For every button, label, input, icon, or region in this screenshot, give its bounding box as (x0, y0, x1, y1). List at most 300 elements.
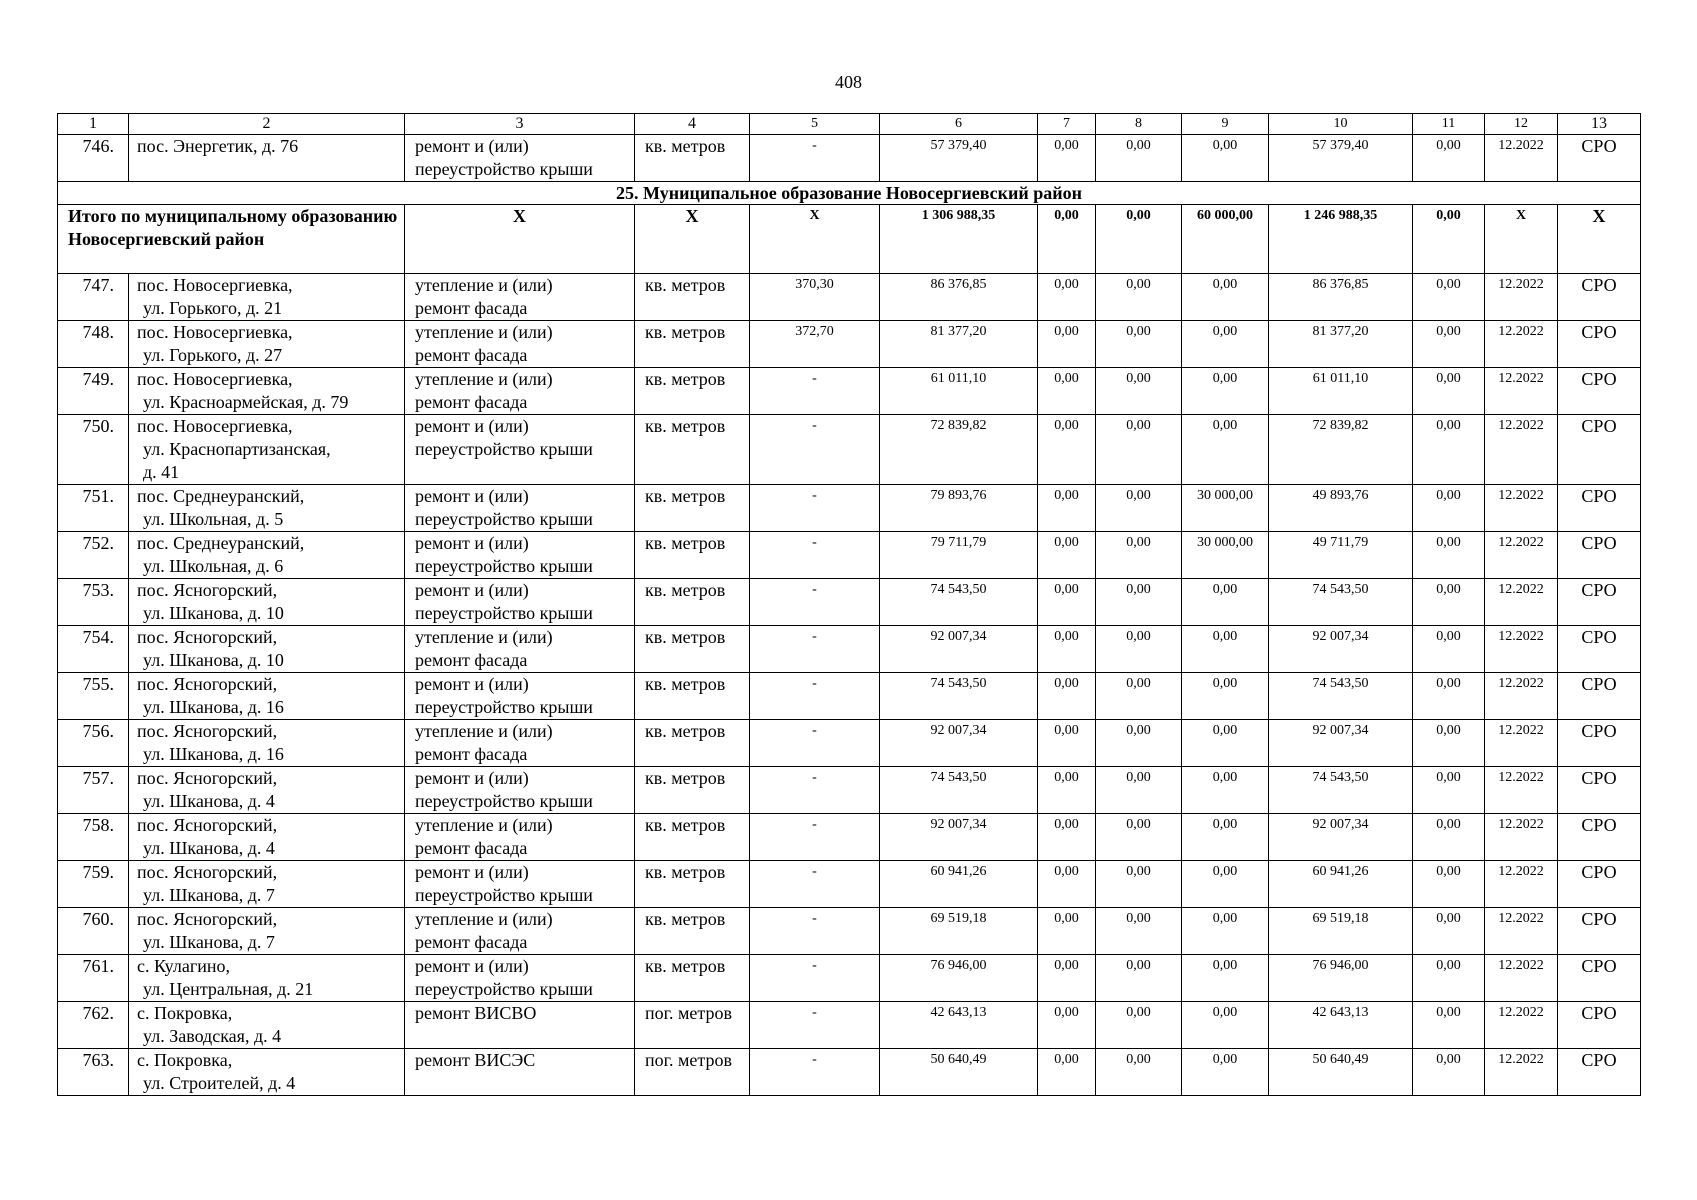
total-cell: X (750, 205, 880, 274)
work-line: утепление и (или) (415, 369, 553, 389)
value-cell: 0,00 (1038, 861, 1096, 908)
method-cell: СРО (1558, 368, 1641, 415)
table-row (58, 673, 1641, 720)
total-cost-cell: 60 941,26 (880, 861, 1038, 908)
area-cell: - (750, 861, 880, 908)
value-cell: 92 007,34 (1269, 814, 1413, 861)
row-number: 752. (58, 532, 129, 579)
table-row (58, 955, 1641, 1002)
value-cell: 0,00 (1096, 485, 1182, 532)
work-type-cell (405, 908, 635, 955)
date-cell: 12.2022 (1485, 1002, 1558, 1049)
row-number: 751. (58, 485, 129, 532)
work-type-cell (405, 1002, 635, 1049)
row-number: 757. (58, 767, 129, 814)
value-cell: 72 839,82 (1269, 415, 1413, 485)
table-row (58, 767, 1641, 814)
method-cell: СРО (1558, 274, 1641, 321)
capital-repair-table (57, 113, 1641, 1096)
work-type-cell (405, 274, 635, 321)
area-cell: - (750, 415, 880, 485)
method-cell: СРО (1558, 321, 1641, 368)
value-cell: 0,00 (1413, 1002, 1485, 1049)
total-cost-cell: 92 007,34 (880, 626, 1038, 673)
address-line: ул. Шканова, д. 16 (143, 697, 284, 717)
value-cell: 92 007,34 (1269, 720, 1413, 767)
address-cell (129, 1049, 405, 1096)
address-line: ул. Шканова, д. 10 (143, 603, 284, 623)
address-line: ул. Горького, д. 27 (143, 345, 283, 365)
table-row (58, 532, 1641, 579)
date-cell: 12.2022 (1485, 955, 1558, 1002)
work-line: ремонт фасада (415, 392, 528, 412)
value-cell: 0,00 (1413, 135, 1485, 182)
row-number: 762. (58, 1002, 129, 1049)
value-cell: 0,00 (1413, 673, 1485, 720)
total-cost-cell: 61 011,10 (880, 368, 1038, 415)
method-cell: СРО (1558, 814, 1641, 861)
work-line: ремонт и (или) (415, 768, 529, 788)
address-cell (129, 532, 405, 579)
work-type-cell (405, 321, 635, 368)
value-cell: 50 640,49 (1269, 1049, 1413, 1096)
value-cell: 0,00 (1038, 485, 1096, 532)
address-line: ул. Шканова, д. 16 (143, 744, 284, 764)
row-number: 760. (58, 908, 129, 955)
work-line: утепление и (или) (415, 909, 553, 929)
unit-cell: кв. метров (635, 415, 750, 485)
table-body (58, 114, 1641, 1096)
table-row (58, 720, 1641, 767)
value-cell: 0,00 (1413, 861, 1485, 908)
address-line: ул. Шканова, д. 7 (143, 885, 275, 905)
section-row (58, 182, 1641, 205)
value-cell: 0,00 (1413, 908, 1485, 955)
address-line: ул. Шканова, д. 10 (143, 650, 284, 670)
row-number: 758. (58, 814, 129, 861)
table-row (58, 908, 1641, 955)
work-type-cell (405, 579, 635, 626)
date-cell: 12.2022 (1485, 673, 1558, 720)
value-cell: 0,00 (1096, 955, 1182, 1002)
total-cost-cell: 74 543,50 (880, 579, 1038, 626)
work-type-cell (405, 861, 635, 908)
total-label: Итого по муниципальному образованию Новосергиевский район (58, 205, 405, 274)
header-cell: 11 (1413, 114, 1485, 135)
value-cell: 0,00 (1413, 274, 1485, 321)
address-cell (129, 579, 405, 626)
total-cost-cell: 76 946,00 (880, 955, 1038, 1002)
address-line: пос. Ясногорский, (137, 815, 278, 835)
value-cell: 0,00 (1182, 861, 1269, 908)
work-line: утепление и (или) (415, 627, 553, 647)
unit-cell: кв. метров (635, 814, 750, 861)
address-line: пос. Ясногорский, (137, 862, 278, 882)
value-cell: 0,00 (1413, 1049, 1485, 1096)
header-cell: 2 (129, 114, 405, 135)
row-number: 754. (58, 626, 129, 673)
total-cell: X (405, 205, 635, 274)
value-cell: 0,00 (1096, 626, 1182, 673)
unit-cell: кв. метров (635, 135, 750, 182)
value-cell: 30 000,00 (1182, 485, 1269, 532)
value-cell: 0,00 (1038, 673, 1096, 720)
area-cell: - (750, 368, 880, 415)
value-cell: 0,00 (1096, 1049, 1182, 1096)
address-line: пос. Среднеуранский, (137, 486, 305, 506)
date-cell: 12.2022 (1485, 579, 1558, 626)
area-cell: - (750, 135, 880, 182)
work-line: утепление и (или) (415, 322, 553, 342)
value-cell: 0,00 (1182, 720, 1269, 767)
unit-cell: пог. метров (635, 1002, 750, 1049)
unit-cell: кв. метров (635, 720, 750, 767)
method-cell: СРО (1558, 626, 1641, 673)
value-cell: 0,00 (1096, 767, 1182, 814)
area-cell: - (750, 720, 880, 767)
value-cell: 74 543,50 (1269, 767, 1413, 814)
address-cell (129, 415, 405, 485)
address-line: ул. Шканова, д. 7 (143, 932, 275, 952)
total-cost-cell: 69 519,18 (880, 908, 1038, 955)
value-cell: 0,00 (1038, 415, 1096, 485)
address-cell (129, 274, 405, 321)
value-cell: 81 377,20 (1269, 321, 1413, 368)
area-cell: - (750, 767, 880, 814)
value-cell: 30 000,00 (1182, 532, 1269, 579)
work-line: переустройство крыши (415, 697, 593, 717)
method-cell: СРО (1558, 908, 1641, 955)
work-line: переустройство крыши (415, 509, 593, 529)
work-line: ремонт и (или) (415, 674, 529, 694)
total-cell: 1 246 988,35 (1269, 205, 1413, 274)
area-cell: - (750, 579, 880, 626)
header-cell: 7 (1038, 114, 1096, 135)
method-cell: СРО (1558, 955, 1641, 1002)
unit-cell: кв. метров (635, 955, 750, 1002)
header-cell: 10 (1269, 114, 1413, 135)
date-cell: 12.2022 (1485, 415, 1558, 485)
method-cell: СРО (1558, 135, 1641, 182)
total-cost-cell: 74 543,50 (880, 673, 1038, 720)
method-cell: СРО (1558, 415, 1641, 485)
work-line: ремонт и (или) (415, 136, 529, 156)
total-cell: 1 306 988,35 (880, 205, 1038, 274)
unit-cell: кв. метров (635, 908, 750, 955)
header-cell: 9 (1182, 114, 1269, 135)
address-cell (129, 767, 405, 814)
total-cost-cell: 50 640,49 (880, 1049, 1038, 1096)
area-cell: - (750, 673, 880, 720)
value-cell: 0,00 (1038, 720, 1096, 767)
total-cost-cell: 57 379,40 (880, 135, 1038, 182)
work-line: ремонт фасада (415, 932, 528, 952)
address-line: пос. Среднеуранский, (137, 533, 305, 553)
header-cell: 5 (750, 114, 880, 135)
row-number: 756. (58, 720, 129, 767)
value-cell: 86 376,85 (1269, 274, 1413, 321)
address-line: пос. Ясногорский, (137, 721, 278, 741)
work-type-cell (405, 135, 635, 182)
area-cell: 370,30 (750, 274, 880, 321)
total-cost-cell: 81 377,20 (880, 321, 1038, 368)
work-line: утепление и (или) (415, 721, 553, 741)
work-line: ремонт фасада (415, 298, 528, 318)
date-cell: 12.2022 (1485, 720, 1558, 767)
unit-cell: кв. метров (635, 626, 750, 673)
unit-cell: кв. метров (635, 321, 750, 368)
value-cell: 0,00 (1038, 767, 1096, 814)
value-cell: 0,00 (1413, 579, 1485, 626)
total-cost-cell: 74 543,50 (880, 767, 1038, 814)
work-line: переустройство крыши (415, 439, 593, 459)
work-line: ремонт и (или) (415, 862, 529, 882)
work-line: переустройство крыши (415, 791, 593, 811)
value-cell: 0,00 (1182, 368, 1269, 415)
area-cell: - (750, 955, 880, 1002)
work-type-cell (405, 720, 635, 767)
work-type-cell (405, 415, 635, 485)
value-cell: 0,00 (1096, 908, 1182, 955)
value-cell: 0,00 (1096, 1002, 1182, 1049)
header-cell: 13 (1558, 114, 1641, 135)
work-line: переустройство крыши (415, 979, 593, 999)
section-title: 25. Муниципальное образование Новосергиевский район (58, 182, 1641, 205)
value-cell: 0,00 (1096, 814, 1182, 861)
total-cell: 0,00 (1096, 205, 1182, 274)
value-cell: 0,00 (1413, 415, 1485, 485)
row-number: 763. (58, 1049, 129, 1096)
unit-cell: кв. метров (635, 673, 750, 720)
address-line: с. Покровка, (137, 1003, 233, 1023)
method-cell: СРО (1558, 861, 1641, 908)
unit-cell: кв. метров (635, 861, 750, 908)
value-cell: 0,00 (1038, 579, 1096, 626)
address-line: пос. Новосергиевка, (137, 275, 293, 295)
total-cost-cell: 72 839,82 (880, 415, 1038, 485)
address-line: ул. Строителей, д. 4 (143, 1073, 296, 1093)
address-cell (129, 814, 405, 861)
value-cell: 0,00 (1038, 908, 1096, 955)
value-cell: 0,00 (1413, 955, 1485, 1002)
date-cell: 12.2022 (1485, 767, 1558, 814)
value-cell: 49 893,76 (1269, 485, 1413, 532)
address-line: пос. Ясногорский, (137, 674, 278, 694)
work-line: переустройство крыши (415, 885, 593, 905)
table-row (58, 485, 1641, 532)
unit-cell: кв. метров (635, 368, 750, 415)
work-line: ремонт фасада (415, 838, 528, 858)
table-row (58, 1002, 1641, 1049)
address-line: д. 41 (143, 462, 180, 482)
work-line: ремонт и (или) (415, 533, 529, 553)
value-cell: 0,00 (1413, 368, 1485, 415)
total-cell: 0,00 (1038, 205, 1096, 274)
work-type-cell (405, 626, 635, 673)
table-row (58, 579, 1641, 626)
address-line: с. Покровка, (137, 1050, 233, 1070)
header-cell: 12 (1485, 114, 1558, 135)
date-cell: 12.2022 (1485, 368, 1558, 415)
value-cell: 49 711,79 (1269, 532, 1413, 579)
address-line: пос. Новосергиевка, (137, 369, 293, 389)
value-cell: 0,00 (1413, 321, 1485, 368)
address-line: ул. Горького, д. 21 (143, 298, 283, 318)
area-cell: - (750, 626, 880, 673)
method-cell: СРО (1558, 1049, 1641, 1096)
date-cell: 12.2022 (1485, 135, 1558, 182)
row-number: 747. (58, 274, 129, 321)
total-cell: 60 000,00 (1182, 205, 1269, 274)
address-cell (129, 368, 405, 415)
value-cell: 0,00 (1413, 767, 1485, 814)
table-row (58, 368, 1641, 415)
row-number: 753. (58, 579, 129, 626)
value-cell: 0,00 (1038, 135, 1096, 182)
value-cell: 76 946,00 (1269, 955, 1413, 1002)
value-cell: 0,00 (1096, 673, 1182, 720)
value-cell: 0,00 (1182, 135, 1269, 182)
value-cell: 0,00 (1096, 861, 1182, 908)
address-line: ул. Школьная, д. 5 (143, 509, 284, 529)
date-cell: 12.2022 (1485, 861, 1558, 908)
work-line: ремонт фасада (415, 345, 528, 365)
value-cell: 0,00 (1182, 1002, 1269, 1049)
value-cell: 0,00 (1096, 532, 1182, 579)
table-row (58, 814, 1641, 861)
unit-cell: пог. метров (635, 1049, 750, 1096)
work-type-cell (405, 1049, 635, 1096)
row-number: 746. (58, 135, 129, 182)
method-cell: СРО (1558, 532, 1641, 579)
date-cell: 12.2022 (1485, 532, 1558, 579)
area-cell: 372,70 (750, 321, 880, 368)
value-cell: 0,00 (1096, 720, 1182, 767)
work-type-cell (405, 673, 635, 720)
unit-cell: кв. метров (635, 274, 750, 321)
header-cell: 6 (880, 114, 1038, 135)
row-number: 748. (58, 321, 129, 368)
work-line: ремонт фасада (415, 650, 528, 670)
unit-cell: кв. метров (635, 485, 750, 532)
method-cell: СРО (1558, 485, 1641, 532)
value-cell: 0,00 (1038, 368, 1096, 415)
address-line: ул. Шканова, д. 4 (143, 791, 275, 811)
page-number: 408 (835, 72, 862, 92)
address-line: пос. Новосергиевка, (137, 416, 293, 436)
work-line: переустройство крыши (415, 159, 593, 179)
header-row (58, 114, 1641, 135)
address-line: с. Кулагино, (137, 956, 230, 976)
row-number: 755. (58, 673, 129, 720)
work-line: ремонт и (или) (415, 956, 529, 976)
address-line: ул. Школьная, д. 6 (143, 556, 284, 576)
address-line: пос. Ясногорский, (137, 909, 278, 929)
value-cell: 0,00 (1182, 814, 1269, 861)
date-cell: 12.2022 (1485, 274, 1558, 321)
value-cell: 0,00 (1182, 767, 1269, 814)
table-row (58, 415, 1641, 485)
address-line: ул. Заводская, д. 4 (143, 1026, 282, 1046)
value-cell: 0,00 (1096, 321, 1182, 368)
total-cell: X (635, 205, 750, 274)
work-line: утепление и (или) (415, 815, 553, 835)
table-row (58, 321, 1641, 368)
area-cell: - (750, 908, 880, 955)
value-cell: 42 643,13 (1269, 1002, 1413, 1049)
value-cell: 0,00 (1038, 321, 1096, 368)
address-cell (129, 626, 405, 673)
value-cell: 69 519,18 (1269, 908, 1413, 955)
table-row (58, 274, 1641, 321)
total-cost-cell: 92 007,34 (880, 720, 1038, 767)
work-line: ремонт ВИСЭС (415, 1050, 536, 1070)
date-cell: 12.2022 (1485, 908, 1558, 955)
value-cell: 0,00 (1413, 626, 1485, 673)
area-cell: - (750, 532, 880, 579)
address-line: пос. Новосергиевка, (137, 322, 293, 342)
work-line: ремонт и (или) (415, 580, 529, 600)
address-cell (129, 861, 405, 908)
total-cell: X (1558, 205, 1641, 274)
total-cost-cell: 86 376,85 (880, 274, 1038, 321)
table-row (58, 626, 1641, 673)
work-type-cell (405, 814, 635, 861)
address-line: ул. Краснопартизанская, (143, 439, 331, 459)
value-cell: 0,00 (1038, 274, 1096, 321)
address-line: ул. Красноармейская, д. 79 (143, 392, 349, 412)
value-cell: 0,00 (1182, 274, 1269, 321)
table-row (58, 135, 1641, 182)
date-cell: 12.2022 (1485, 485, 1558, 532)
work-line: переустройство крыши (415, 603, 593, 623)
method-cell: СРО (1558, 673, 1641, 720)
address-line: пос. Ясногорский, (137, 580, 278, 600)
address-cell (129, 955, 405, 1002)
address-cell (129, 485, 405, 532)
date-cell: 12.2022 (1485, 626, 1558, 673)
header-cell: 4 (635, 114, 750, 135)
row-number: 759. (58, 861, 129, 908)
address-line: пос. Ясногорский, (137, 627, 278, 647)
date-cell: 12.2022 (1485, 814, 1558, 861)
value-cell: 0,00 (1182, 955, 1269, 1002)
total-row (58, 205, 1641, 274)
work-type-cell (405, 532, 635, 579)
value-cell: 0,00 (1413, 720, 1485, 767)
value-cell: 0,00 (1096, 415, 1182, 485)
work-line: ремонт ВИСВО (415, 1003, 537, 1023)
table-row (58, 1049, 1641, 1096)
work-line: переустройство крыши (415, 556, 593, 576)
method-cell: СРО (1558, 767, 1641, 814)
work-type-cell (405, 485, 635, 532)
total-cost-cell: 42 643,13 (880, 1002, 1038, 1049)
address-cell (129, 673, 405, 720)
date-cell: 12.2022 (1485, 1049, 1558, 1096)
header-cell: 3 (405, 114, 635, 135)
work-type-cell (405, 955, 635, 1002)
unit-cell: кв. метров (635, 532, 750, 579)
area-cell: - (750, 814, 880, 861)
address-line: пос. Энергетик, д. 76 (137, 136, 299, 156)
total-cost-cell: 79 893,76 (880, 485, 1038, 532)
value-cell: 0,00 (1096, 368, 1182, 415)
address-cell (129, 135, 405, 182)
header-cell: 1 (58, 114, 129, 135)
address-cell (129, 1002, 405, 1049)
total-cost-cell: 92 007,34 (880, 814, 1038, 861)
